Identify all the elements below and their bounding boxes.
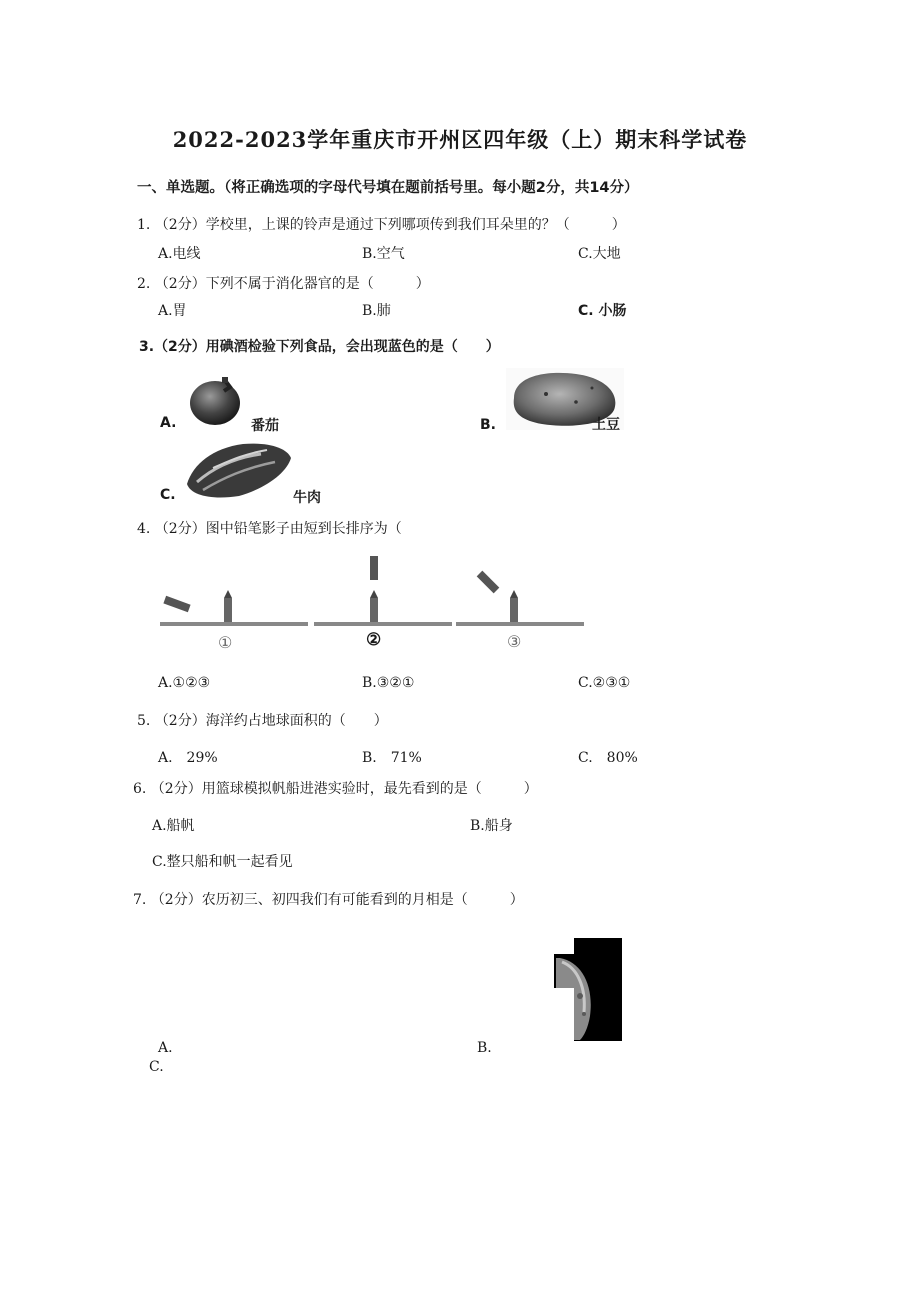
light-source-3 [477, 571, 500, 594]
question-7: 7. （2分）农历初三、初四我们有可能看到的月相是（ ） [133, 892, 524, 908]
q3-option-c: C. [160, 487, 176, 503]
q2-option-a: A.胃 [158, 303, 187, 319]
q3-label-beef: 牛肉 [293, 490, 321, 506]
q1-option-a: A.电线 [158, 246, 201, 262]
question-3: 3.（2分）用碘酒检验下列食品，会出现蓝色的是（ ） [139, 339, 500, 355]
figure-label-3: ③ [507, 632, 522, 651]
q4-option-b: B.③②① [362, 675, 415, 691]
q1-option-b: B.空气 [362, 246, 405, 262]
light-source-1 [163, 596, 190, 612]
question-1: 1. （2分）学校里，上课的铃声是通过下列哪项传到我们耳朵里的？（ ） [137, 217, 626, 233]
q4-option-c: C.②③① [578, 675, 631, 691]
q7-option-a: A. [158, 1040, 173, 1056]
q4-option-a: A.①②③ [158, 675, 211, 691]
q5-option-c: C. 80% [578, 750, 638, 766]
q7-option-b: B. [477, 1040, 492, 1056]
figure-label-2: ② [366, 630, 382, 650]
q6-option-c: C.整只船和帆一起看见 [152, 854, 293, 870]
ground-line-2 [314, 622, 452, 626]
pencil-3 [510, 590, 518, 622]
question-6: 6. （2分）用篮球模拟帆船进港实验时，最先看到的是（ ） [133, 781, 538, 797]
q3-label-tomato: 番茄 [251, 418, 279, 434]
q7-option-c: C. [149, 1059, 164, 1075]
q2-option-b: B.肺 [362, 303, 391, 319]
moon-phase-image [554, 938, 622, 1041]
q6-option-a: A.船帆 [152, 818, 195, 834]
tomato-image [188, 373, 246, 429]
question-5: 5. （2分）海洋约占地球面积的（ ） [137, 713, 388, 729]
q6-option-b: B.船身 [470, 818, 513, 834]
figure-label-1: ① [218, 633, 233, 652]
q5-option-a: A. 29% [158, 750, 218, 766]
q1-option-c: C.大地 [578, 246, 621, 262]
pencil-1 [224, 590, 232, 622]
q3-option-a: A. [160, 415, 177, 431]
question-2: 2. （2分）下列不属于消化器官的是（ ） [137, 276, 430, 292]
ground-line-3 [456, 622, 584, 626]
q5-option-b: B. 71% [362, 750, 422, 766]
ground-line-1 [160, 622, 308, 626]
beef-image [183, 438, 293, 500]
page-title: 2022-2023学年重庆市开州区四年级（上）期末科学试卷 [172, 127, 748, 152]
light-source-2 [370, 556, 378, 580]
pencil-2 [370, 590, 378, 622]
q2-option-c: C. 小肠 [578, 303, 627, 319]
q3-option-b: B. [480, 417, 496, 433]
section-heading: 一、单选题。（将正确选项的字母代号填在题前括号里。每小题2分，共14分） [137, 180, 639, 196]
question-4: 4. （2分）图中铅笔影子由短到长排序为（ [137, 521, 402, 537]
q3-label-potato: 土豆 [592, 417, 620, 433]
